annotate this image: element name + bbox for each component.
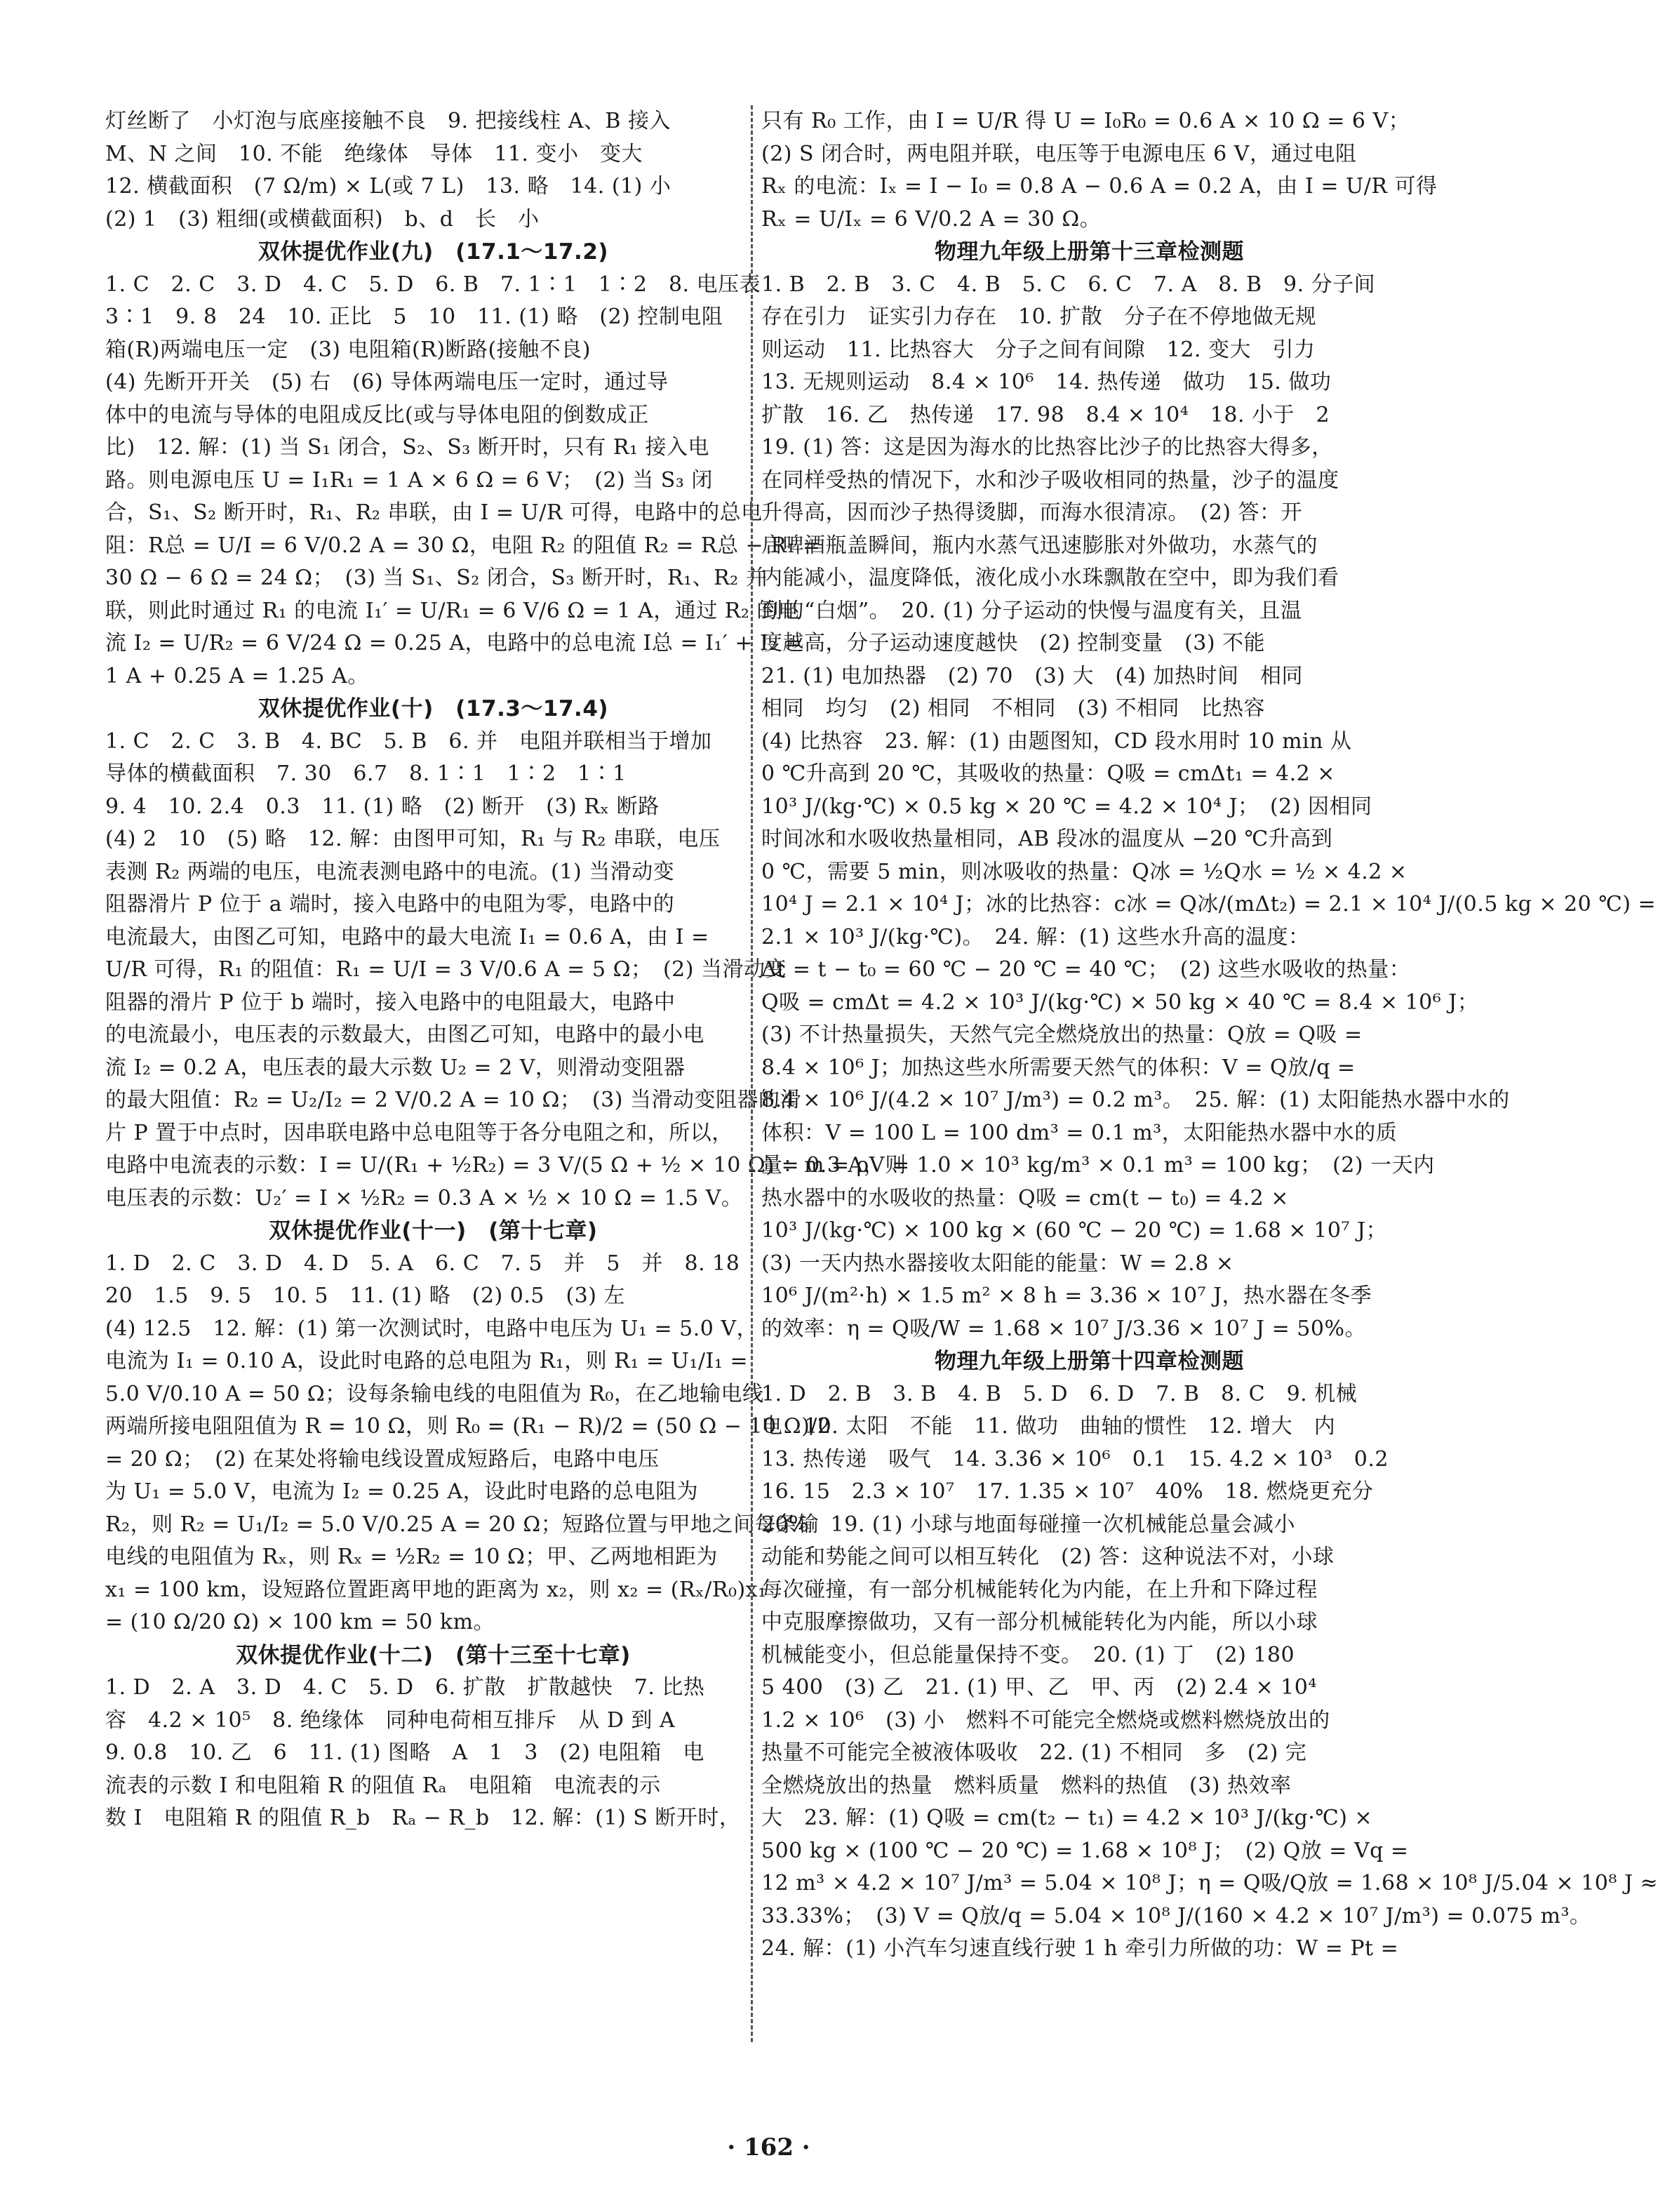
answer-line: 只有 R₀ 工作，由 I = U/R 得 U = I₀R₀ = 0.6 A × 10 Ω = 6 V； <box>761 109 1410 133</box>
answer-line: R₂，则 R₂ = U₁/I₂ = 5.0 V/0.25 A = 20 Ω；短路位置与甲地之间每条输 <box>105 1512 820 1537</box>
answer-line: Rₓ 的电流：Iₓ = I − I₀ = 0.8 A − 0.6 A = 0.2 A，由 I = U/R 可得 <box>761 174 1438 199</box>
answer-line: (4) 12.5 12. 解：(1) 第一次测试时，电路中电压为 U₁ = 5.0 V， <box>105 1316 758 1341</box>
answer-line: Q吸 = cmΔt = 4.2 × 10³ J/(kg·℃) × 50 kg × 40 ℃ = 8.4 × 10⁶ J； <box>761 990 1479 1015</box>
answer-line: 内能减小，温度降低，液化成小水珠飘散在空中，即为我们看 <box>761 566 1339 590</box>
answer-line: 1. D 2. A 3. D 4. C 5. D 6. 扩散 扩散越快 7. 比热 <box>105 1675 705 1700</box>
answer-line: 路。则电源电压 U = I₁R₁ = 1 A × 6 Ω = 6 V； (2) 当 S₃ 闭 <box>105 467 713 493</box>
answer-line: 8.4 × 10⁶ J/(4.2 × 10⁷ J/m³) = 0.2 m³。 25. 解：(1) 太阳能热水器中水的 <box>761 1088 1510 1112</box>
answer-line: 合，S₁、S₂ 断开时，R₁、R₂ 串联，由 I = U/R 可得，电路中的总电 <box>105 500 763 525</box>
answer-line: 箱(R)两端电压一定 (3) 电阻箱(R)断路(接触不良) <box>105 337 591 362</box>
answer-line: 存在引力 证实引力存在 10. 扩散 分子在不停地做无规 <box>761 305 1317 329</box>
answer-line: 中克服摩擦做功，又有一部分机械能转化为内能，所以小球 <box>761 1610 1318 1634</box>
answer-line: Rₓ = U/Iₓ = 6 V/0.2 A = 30 Ω。 <box>761 206 1102 232</box>
answer-line: x₁ = 100 km，设短路位置距离甲地的距离为 x₂，则 x₂ = (Rₓ/R₀)x₁ <box>105 1577 767 1602</box>
answer-line: 的效率：η = Q吸/W = 1.68 × 10⁷ J/3.36 × 10⁷ J = 50%。 <box>761 1316 1366 1341</box>
answer-line: 电流最大，由图乙可知，电路中的最大电流 I₁ = 0.6 A，由 I = <box>105 924 709 950</box>
answer-line: 1. C 2. C 3. D 4. C 5. D 6. B 7. 1∶1 1∶2 8. 电压表 <box>105 272 761 297</box>
answer-line: 电路中电流表的示数：I = U/(R₁ + ½R₂) = 3 V/(5 Ω + ½ × 10 Ω) = 0.3 A，则 <box>105 1153 907 1178</box>
answer-line: 10⁶ J/(m²·h) × 1.5 m² × 8 h = 3.36 × 10⁷ J，热水器在冬季 <box>761 1284 1372 1308</box>
answer-line: 灯丝断了 小灯泡与底座接触不良 9. 把接线柱 A、B 接入 <box>105 109 671 133</box>
answer-line: 电 10. 太阳 不能 11. 做功 曲轴的惯性 12. 增大 内 <box>761 1414 1336 1439</box>
answer-line: 热水器中的水吸收的热量：Q吸 = cm(t − t₀) = 4.2 × <box>761 1185 1289 1211</box>
answer-line: 联，则此时通过 R₁ 的电流 I₁′ = U/R₁ = 6 V/6 Ω = 1 A，通过 R₂ 的电 <box>105 598 800 623</box>
answer-line: 10⁴ J = 2.1 × 10⁴ J；冰的比热容：c冰 = Q冰/(mΔt₂) = 2.1 × 10⁴ J/(0.5 kg × 20 ℃) = <box>761 892 1657 917</box>
answer-line: 启啤酒瓶盖瞬间，瓶内水蒸气迅速膨胀对外做功，水蒸气的 <box>761 533 1318 558</box>
answer-line: 1. D 2. B 3. B 4. B 5. D 6. D 7. B 8. C 9. 机械 <box>761 1381 1358 1406</box>
answer-line: 阻器滑片 P 位于 a 端时，接入电路中的电阻为零，电路中的 <box>105 892 675 917</box>
section-heading: 物理九年级上册第十三章检测题 <box>935 239 1244 265</box>
answer-line: 阻器的滑片 P 位于 b 端时，接入电路中的电阻最大，电路中 <box>105 990 676 1015</box>
answer-line: 度越高，分子运动速度越快 (2) 控制变量 (3) 不能 <box>761 631 1266 655</box>
answer-line: (2) 1 (3) 粗细(或横截面积) b、d 长 小 <box>105 206 540 232</box>
answer-line: 流 I₂ = U/R₂ = 6 V/24 Ω = 0.25 A，电路中的总电流 I总 = I₁′ + I₂ = <box>105 631 803 655</box>
answer-line: 两端所接电阻阻值为 R = 10 Ω，则 R₀ = (R₁ − R)/2 = (50 Ω − 10 Ω)/2 <box>105 1414 831 1439</box>
section-heading: 双休提优作业(十二) (第十三至十七章) <box>236 1642 631 1668</box>
answer-line: 12 m³ × 4.2 × 10⁷ J/m³ = 5.04 × 10⁸ J；η = Q吸/Q放 = 1.68 × 10⁸ J/5.04 × 10⁸ J ≈ <box>761 1871 1658 1895</box>
answer-line: 19. (1) 答：这是因为海水的比热容比沙子的比热容大得多， <box>761 435 1333 460</box>
answer-line: 阻：R总 = U/I = 6 V/0.2 A = 30 Ω，电阻 R₂ 的阻值 R₂ = R总 − R₁ = <box>105 533 821 558</box>
answer-line: 数 I 电阻箱 R 的阻值 R_b Rₐ − R_b 12. 解：(1) S 断开时， <box>105 1806 741 1830</box>
answer-line: 体积：V = 100 L = 100 dm³ = 0.1 m³，太阳能热水器中水的质 <box>761 1120 1398 1145</box>
answer-line: 在同样受热的情况下，水和沙子吸收相同的热量，沙子的温度 <box>761 467 1339 493</box>
answer-line: 13. 热传递 吸气 14. 3.36 × 10⁶ 0.1 15. 4.2 × 10³ 0.2 <box>761 1446 1389 1472</box>
answer-line: 到的“白烟”。 20. (1) 分子运动的快慢与温度有关，且温 <box>761 598 1302 623</box>
answer-line: 20% 19. (1) 小球与地面每碰撞一次机械能总量会减小 <box>761 1512 1295 1537</box>
answer-line: 时间冰和水吸收热量相同，AB 段冰的温度从 −20 ℃升高到 <box>761 827 1333 851</box>
answer-line: 导体的横截面积 7. 30 6.7 8. 1∶1 1∶2 1∶1 <box>105 761 627 786</box>
answer-line: 的电流最小，电压表的示数最大，由图乙可知，电路中的最小电 <box>105 1022 704 1047</box>
answer-line: 20 1.5 9. 5 10. 5 11. (1) 略 (2) 0.5 (3) 左 <box>105 1284 626 1308</box>
answer-line: 2.1 × 10³ J/(kg·℃)。 24. 解：(1) 这些水升高的温度： <box>761 924 1310 950</box>
answer-line: 热量不可能完全被液体吸收 22. (1) 不相同 多 (2) 完 <box>761 1740 1307 1765</box>
answer-line: 全燃烧放出的热量 燃料质量 燃料的热值 (3) 热效率 <box>761 1773 1292 1798</box>
answer-line: 1. C 2. C 3. B 4. BC 5. B 6. 并 电阻并联相当于增加 <box>105 728 712 754</box>
answer-line: 相同 均匀 (2) 相同 不相同 (3) 不相同 比热容 <box>761 696 1266 721</box>
answer-line: 电压表的示数：U₂′ = I × ½R₂ = 0.3 A × ½ × 10 Ω = 1.5 V。 <box>105 1185 743 1211</box>
answer-line: 比) 12. 解：(1) 当 S₁ 闭合，S₂、S₃ 断开时，只有 R₁ 接入电 <box>105 435 710 460</box>
answer-line: (3) 不计热量损失，天然气完全燃烧放出的热量：Q放 = Q吸 = <box>761 1022 1363 1047</box>
answer-line: 量：m = ρV = 1.0 × 10³ kg/m³ × 0.1 m³ = 100 kg； (2) 一天内 <box>761 1153 1435 1178</box>
section-heading: 双休提优作业(十) (17.3～17.4) <box>258 696 609 721</box>
answer-line: 30 Ω − 6 Ω = 24 Ω； (3) 当 S₁、S₂ 闭合，S₃ 断开时，R₁、R₂ 并 <box>105 566 768 590</box>
section-heading: 双休提优作业(十一) (第十七章) <box>269 1218 598 1244</box>
answer-line: 10³ J/(kg·℃) × 100 kg × (60 ℃ − 20 ℃) = 1.68 × 10⁷ J； <box>761 1218 1387 1243</box>
answer-line: 扩散 16. 乙 热传递 17. 98 8.4 × 10⁴ 18. 小于 2 <box>761 402 1330 427</box>
answer-line: 0 ℃，需要 5 min，则冰吸收的热量：Q冰 = ½Q水 = ½ × 4.2 × <box>761 859 1408 884</box>
answer-line: 1. D 2. C 3. D 4. D 5. A 6. C 7. 5 并 5 并 8. 18 <box>105 1251 740 1276</box>
answer-line: 的最大阻值：R₂ = U₂/I₂ = 2 V/0.2 A = 10 Ω； (3) 当滑动变阻器的滑 <box>105 1088 801 1112</box>
answer-line: 10³ J/(kg·℃) × 0.5 kg × 20 ℃ = 4.2 × 10⁴ J； (2) 因相同 <box>761 794 1372 819</box>
column-divider <box>751 105 753 2042</box>
answer-line: U/R 可得，R₁ 的阻值：R₁ = U/I = 3 V/0.6 A = 5 Ω； (2) 当滑动变 <box>105 957 787 982</box>
answer-line: 动能和势能之间可以相互转化 (2) 答：这种说法不对，小球 <box>761 1545 1335 1569</box>
answer-line: 3∶1 9. 8 24 10. 正比 5 10 11. (1) 略 (2) 控制电阻 <box>105 305 723 329</box>
answer-line: 大 23. 解：(1) Q吸 = cm(t₂ − t₁) = 4.2 × 10³ J/(kg·℃) × <box>761 1806 1373 1830</box>
answer-line: (4) 比热容 23. 解：(1) 由题图知，CD 段水用时 10 min 从 <box>761 728 1352 754</box>
answer-line: 0 ℃升高到 20 ℃，其吸收的热量：Q吸 = cmΔt₁ = 4.2 × <box>761 761 1335 786</box>
answer-line: 1 A + 0.25 A = 1.25 A。 <box>105 663 369 688</box>
answer-line: 升得高，因而沙子热得烫脚，而海水很清凉。 (2) 答：开 <box>761 500 1303 525</box>
answer-line: 机械能变小，但总能量保持不变。 20. (1) 丁 (2) 180 <box>761 1642 1295 1667</box>
answer-line: 1. B 2. B 3. C 4. B 5. C 6. C 7. A 8. B 9. 分子间 <box>761 272 1376 297</box>
answer-line: 500 kg × (100 ℃ − 20 ℃) = 1.68 × 10⁸ J； (2) Q放 = Vq = <box>761 1838 1409 1863</box>
section-heading: 物理九年级上册第十四章检测题 <box>935 1349 1244 1374</box>
answer-line: 表测 R₂ 两端的电压，电流表测电路中的电流。(1) 当滑动变 <box>105 859 675 884</box>
answer-line: 电流为 I₁ = 0.10 A，设此时电路的总电阻为 R₁，则 R₁ = U₁/I₁ = <box>105 1349 749 1373</box>
answer-line: 流 I₂ = 0.2 A，电压表的最大示数 U₂ = 2 V，则滑动变阻器 <box>105 1055 686 1080</box>
answer-line: 12. 横截面积 (7 Ω/m) × L(或 7 L) 13. 略 14. (1) 小 <box>105 174 671 199</box>
answer-line: 5.0 V/0.10 A = 50 Ω；设每条输电线的电阻值为 R₀，在乙地输电线 <box>105 1381 764 1406</box>
answer-line: 16. 15 2.3 × 10⁷ 17. 1.35 × 10⁷ 40% 18. 燃烧更充分 <box>761 1479 1374 1504</box>
right-column <box>761 105 1658 1966</box>
answer-line: (4) 先断开开关 (5) 右 (6) 导体两端电压一定时，通过导 <box>105 370 669 394</box>
answer-line: 为 U₁ = 5.0 V，电流为 I₂ = 0.25 A，设此时电路的总电阻为 <box>105 1479 699 1504</box>
page-number: · 162 · <box>727 2133 810 2161</box>
answer-line: 8.4 × 10⁶ J；加热这些水所需要天然气的体积：V = Q放/q = <box>761 1055 1356 1080</box>
answer-line: 9. 4 10. 2.4 0.3 11. (1) 略 (2) 断开 (3) Rₓ 断路 <box>105 794 660 819</box>
answer-line: 24. 解：(1) 小汽车匀速直线行驶 1 h 牵引力所做的功：W = Pt = <box>761 1936 1399 1961</box>
answer-line: (2) S 闭合时，两电阻并联，电压等于电源电压 6 V，通过电阻 <box>761 141 1357 166</box>
answer-line: 体中的电流与导体的电阻成反比(或与导体电阻的倒数成正 <box>105 402 649 427</box>
answer-line: 5 400 (3) 乙 21. (1) 甲、乙 甲、丙 (2) 2.4 × 10⁴ <box>761 1675 1317 1700</box>
answer-line: = 20 Ω； (2) 在某处将输电线设置成短路后，电路中电压 <box>105 1446 660 1472</box>
answer-line: 每次碰撞，有一部分机械能转化为内能，在上升和下降过程 <box>761 1577 1318 1602</box>
answer-line: 则运动 11. 比热容大 分子之间有间隙 12. 变大 引力 <box>761 337 1316 362</box>
answer-line: 13. 无规则运动 8.4 × 10⁶ 14. 热传递 做功 15. 做功 <box>761 370 1332 394</box>
answer-line: 21. (1) 电加热器 (2) 70 (3) 大 (4) 加热时间 相同 <box>761 663 1304 688</box>
answer-line: (4) 2 10 (5) 略 12. 解：由图甲可知，R₁ 与 R₂ 串联，电压 <box>105 827 721 851</box>
answer-line: = (10 Ω/20 Ω) × 100 km = 50 km。 <box>105 1610 495 1634</box>
answer-line: 片 P 置于中点时，因串联电路中总电阻等于各分电阻之和，所以， <box>105 1120 733 1145</box>
answer-line: (3) 一天内热水器接收太阳能的能量：W = 2.8 × <box>761 1251 1234 1276</box>
answer-line: 1.2 × 10⁶ (3) 小 燃料不可能完全燃烧或燃料燃烧放出的 <box>761 1707 1330 1733</box>
left-column <box>105 105 907 1835</box>
answer-line: Δt = t − t₀ = 60 ℃ − 20 ℃ = 40 ℃； (2) 这些水吸收的热量： <box>761 957 1411 982</box>
answer-line: M、N 之间 10. 不能 绝缘体 导体 11. 变小 变大 <box>105 141 643 166</box>
answer-line: 33.33%； (3) V = Q放/q = 5.04 × 10⁸ J/(160 × 4.2 × 10⁷ J/m³) = 0.075 m³。 <box>761 1903 1591 1928</box>
answer-line: 流表的示数 I 和电阻箱 R 的阻值 Rₐ 电阻箱 电流表的示 <box>105 1773 661 1798</box>
answer-line: 9. 0.8 10. 乙 6 11. (1) 图略 A 1 3 (2) 电阻箱 电 <box>105 1740 704 1765</box>
section-heading: 双休提优作业(九) (17.1～17.2) <box>258 239 609 265</box>
answer-line: 电线的电阻值为 Rₓ，则 Rₓ = ½R₂ = 10 Ω；甲、乙两地相距为 <box>105 1545 718 1569</box>
answer-line: 容 4.2 × 10⁵ 8. 绝缘体 同种电荷相互排斥 从 D 到 A <box>105 1707 676 1733</box>
